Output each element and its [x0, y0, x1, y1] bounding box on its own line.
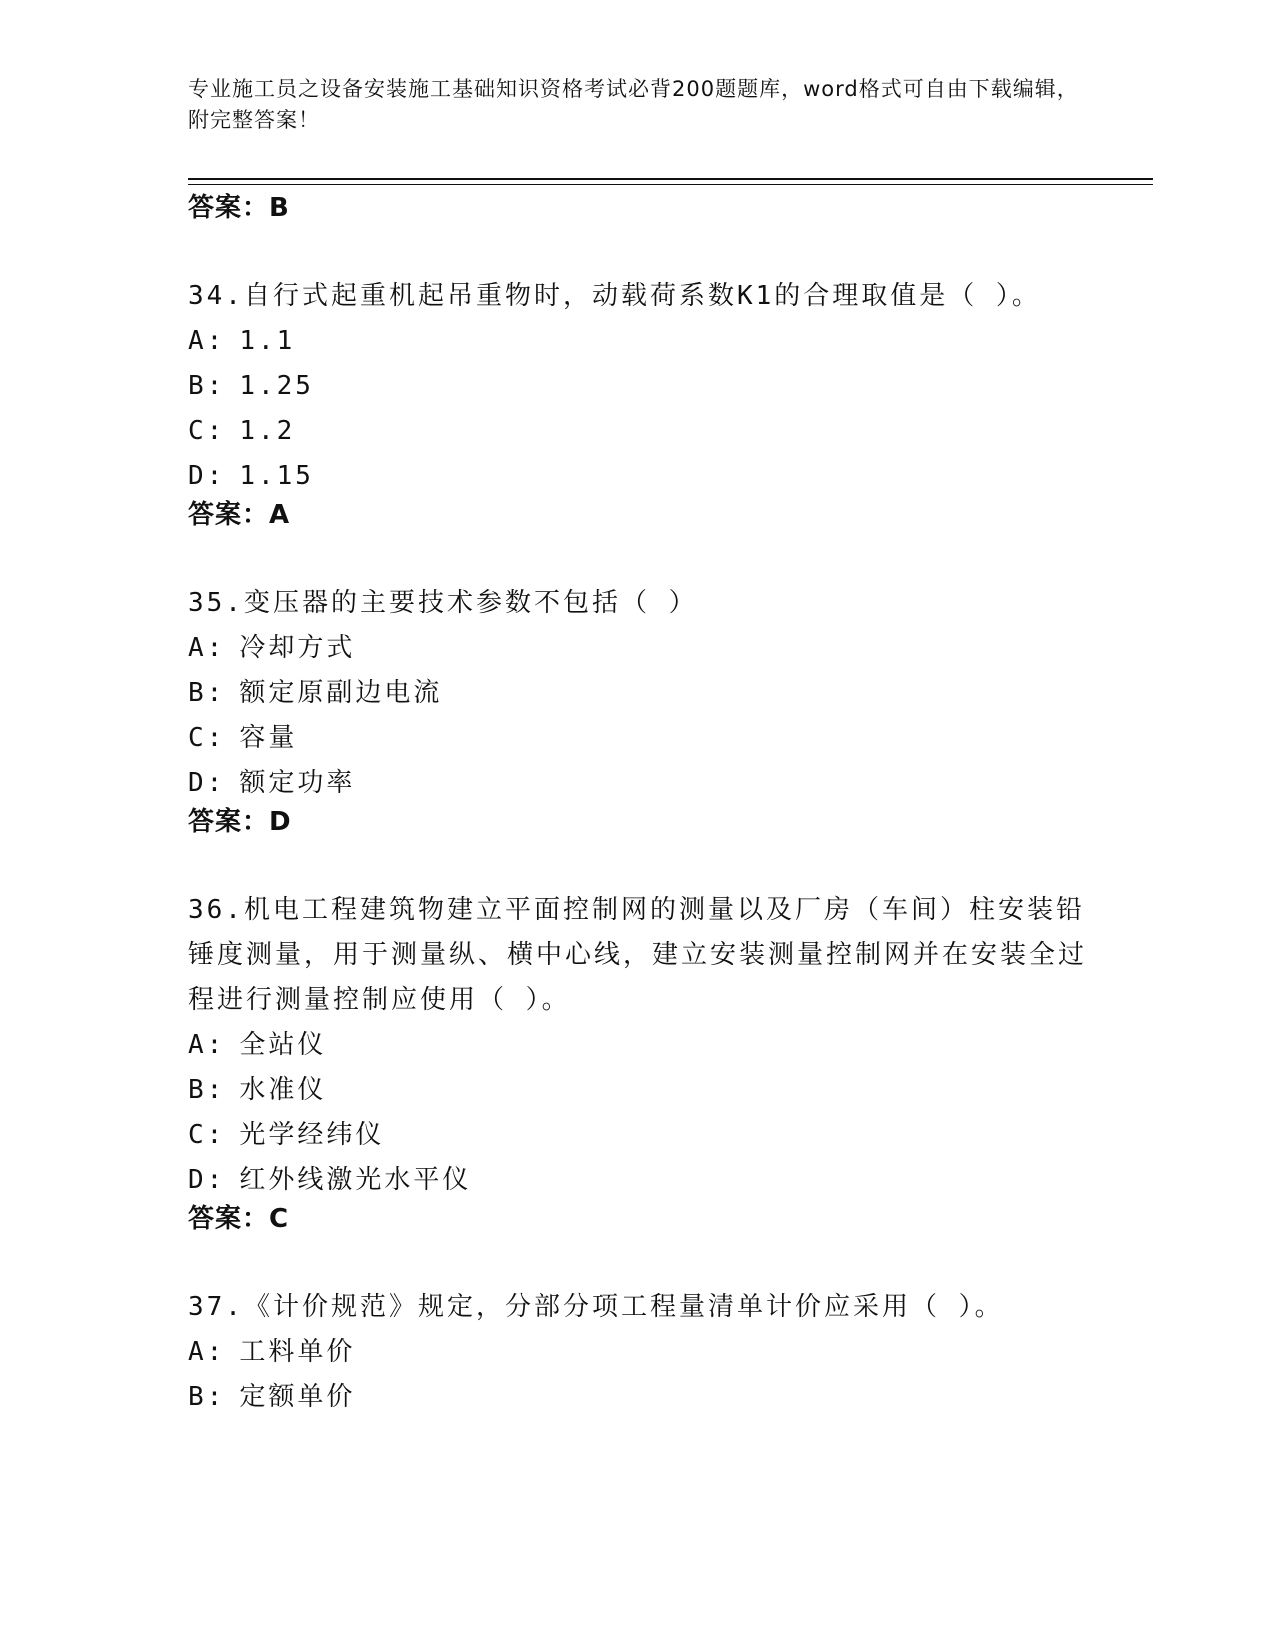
option-text: 1.1 [239, 326, 296, 356]
option-key: A: [188, 1030, 226, 1060]
option-text: 容量 [239, 723, 298, 753]
header-rule-thick [188, 178, 1153, 180]
option-key: B: [188, 371, 226, 401]
option-text: 1.15 [239, 461, 314, 491]
option-key: B: [188, 1075, 226, 1105]
option-text: 工料单价 [239, 1337, 356, 1367]
option-text: 水准仪 [239, 1075, 327, 1105]
option-text: 光学经纬仪 [239, 1120, 385, 1150]
option-text: 冷却方式 [239, 633, 356, 663]
option-key: A: [188, 326, 226, 356]
question-stem: 36.机电工程建筑物建立平面控制网的测量以及厂房（车间）柱安装铅锤度测量，用于测量纵、横中心线，建立安装测量控制网并在安装全过程进行测量控制应使用（ ）。 [188, 895, 1088, 1015]
option-c [188, 409, 1088, 454]
option-b [188, 1375, 1088, 1420]
option-a [188, 1023, 1088, 1068]
option-a [188, 626, 1088, 671]
option-key: C: [188, 416, 226, 446]
option-a [188, 1330, 1088, 1375]
option-key: A: [188, 1337, 226, 1367]
question-36 [188, 888, 1088, 1248]
header-rule-thin [188, 184, 1153, 185]
option-key: C: [188, 723, 226, 753]
question-stem: 37.《计价规范》规定，分部分项工程量清单计价应采用（ ）。 [188, 1292, 1004, 1322]
option-key: A: [188, 633, 226, 663]
question-37 [188, 1285, 1088, 1420]
question-stem: 35.变压器的主要技术参数不包括（ ） [188, 588, 698, 618]
answer-line: 答案：D [188, 807, 292, 837]
option-key: B: [188, 678, 226, 708]
question-35 [188, 581, 1088, 851]
option-b [188, 364, 1088, 409]
question-list [188, 192, 1088, 1420]
option-a [188, 319, 1088, 364]
option-key: D: [188, 768, 226, 798]
option-text: 额定原副边电流 [239, 678, 443, 708]
question-stem: 34.自行式起重机起吊重物时，动载荷系数K1的合理取值是（ ）。 [188, 281, 1041, 311]
question-34 [188, 274, 1088, 544]
option-key: B: [188, 1382, 226, 1412]
option-text: 全站仪 [239, 1030, 327, 1060]
option-d [188, 1158, 1088, 1203]
option-b [188, 1068, 1088, 1113]
answer-line: 答案：C [188, 1204, 290, 1234]
option-key: D: [188, 461, 226, 491]
option-key: C: [188, 1120, 226, 1150]
option-d [188, 761, 1088, 806]
option-c [188, 716, 1088, 761]
option-text: 红外线激光水平仪 [239, 1165, 472, 1195]
answer-line: 答案：A [188, 500, 291, 530]
document-header: 专业施工员之设备安装施工基础知识资格考试必背200题题库，word格式可自由下载编辑，附完整答案！ [188, 77, 1079, 132]
option-b [188, 671, 1088, 716]
option-text: 定额单价 [239, 1382, 356, 1412]
option-d [188, 454, 1088, 499]
answer-line: 答案：B [188, 193, 290, 223]
option-key: D: [188, 1165, 226, 1195]
option-text: 1.2 [239, 416, 296, 446]
option-text: 1.25 [239, 371, 314, 401]
option-text: 额定功率 [239, 768, 356, 798]
option-c [188, 1113, 1088, 1158]
